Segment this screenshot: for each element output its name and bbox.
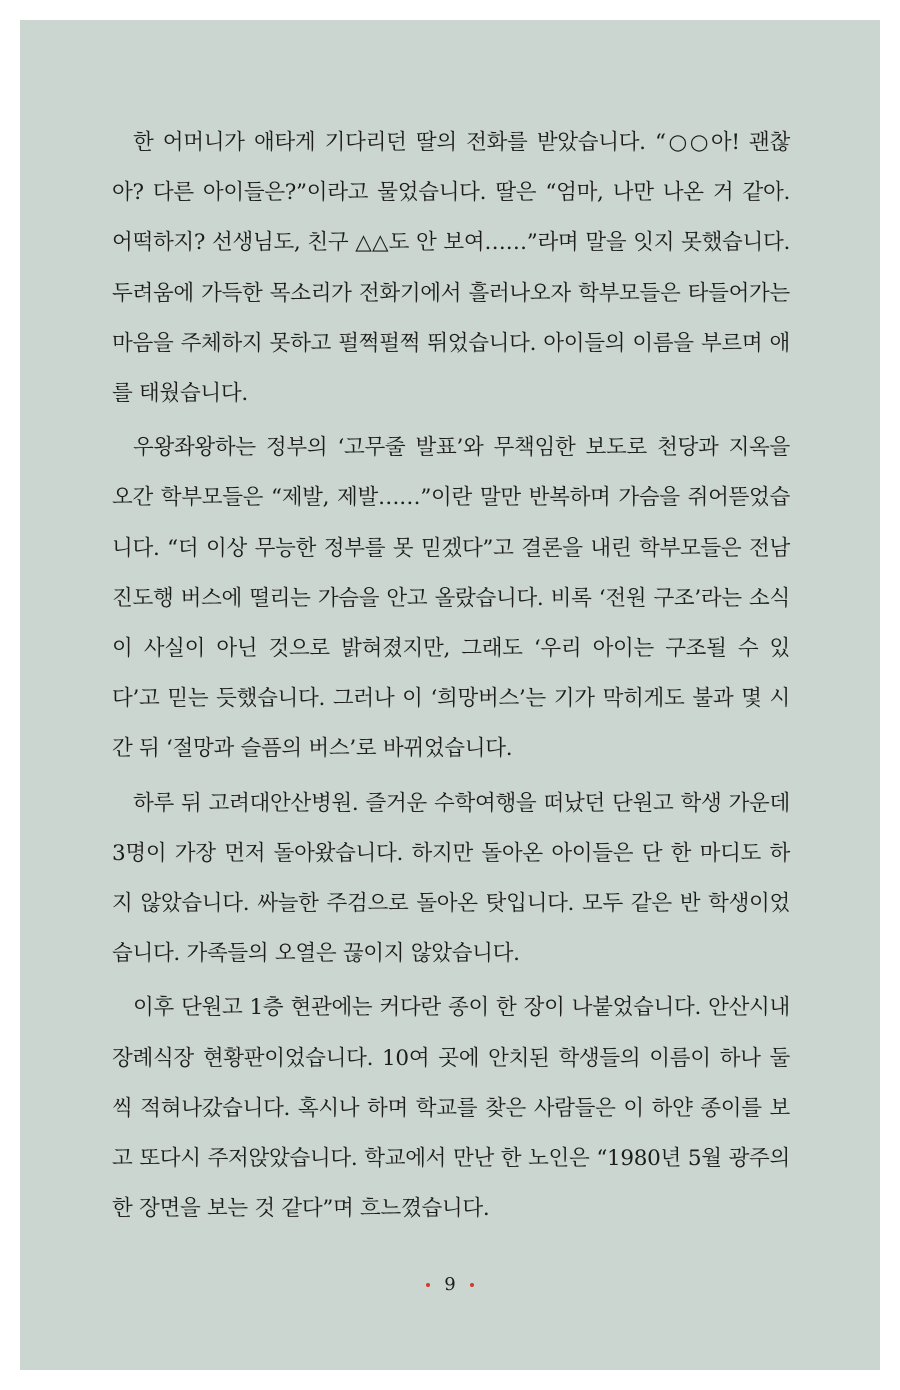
paragraph-2: 우왕좌왕하는 정부의 ‘고무줄 발표’와 무책임한 보도로 천당과 지옥을 오간 학부모들은 “제발, 제발……”이란 말만 반복하며 가슴을 쥐어뜯었습니다. “더 이상 무능한 정부를 못 믿겠다”고 결론을 내린 학부모들은 전남 진도행 버스에 떨리는 가슴을 안고 올랐습니다. 비록 ‘전원 구조’라는 소식이 사실이 아닌 것으로 밝혀졌지만, 그래도 ‘우리 아이는 구조될 수 있다’고 믿는 듯했습니다. 그러나 이 ‘희망버스’는 기가 막히게도 불과 몇 시간 뒤 ‘절망과 슬픔의 버스’로 바뀌었습니다.: [112, 435, 790, 762]
folio-dot-right: [470, 1283, 474, 1287]
paragraph-4: 이후 단원고 1층 현관에는 커다란 종이 한 장이 나붙었습니다. 안산시내 장례식장 현황판이었습니다. 10여 곳에 안치된 학생들의 이름이 하나 둘씩 적혀나갔습니다. 혹시나 하며 학교를 찾은 사람들은 이 하얀 종이를 보고 또다시 주저앉았습니다. 학교에서 만난 한 노인은 “1980년 5월 광주의 한 장면을 보는 것 같다”며 흐느꼈습니다.: [112, 995, 790, 1222]
folio-dot-left: [426, 1283, 430, 1287]
body-text: [112, 118, 790, 1238]
book-page: [20, 20, 880, 1370]
page-number: 9: [444, 1274, 456, 1295]
paragraph-3: 하루 뒤 고려대안산병원. 즐거운 수학여행을 떠났던 단원고 학생 가운데 3명이 가장 먼저 돌아왔습니다. 하지만 돌아온 아이들은 단 한 마디도 하지 않았습니다. 싸늘한 주검으로 돌아온 탓입니다. 모두 같은 반 학생이었습니다. 가족들의 오열은 끊이지 않았습니다.: [112, 790, 790, 967]
paragraph-1: 한 어머니가 애타게 기다리던 딸의 전화를 받았습니다. “○○아! 괜찮아? 다른 아이들은?”이라고 물었습니다. 딸은 “엄마, 나만 나온 거 같아. 어떡하지? 선생님도, 친구 △△도 안 보여……”라며 말을 잇지 못했습니다. 두려움에 가득한 목소리가 전화기에서 흘러나오자 학부모들은 타들어가는 마음을 주체하지 못하고 펄쩍펄쩍 뛰었습니다. 아이들의 이름을 부르며 애를 태웠습니다.: [112, 130, 790, 407]
page-folio: [20, 1274, 880, 1295]
